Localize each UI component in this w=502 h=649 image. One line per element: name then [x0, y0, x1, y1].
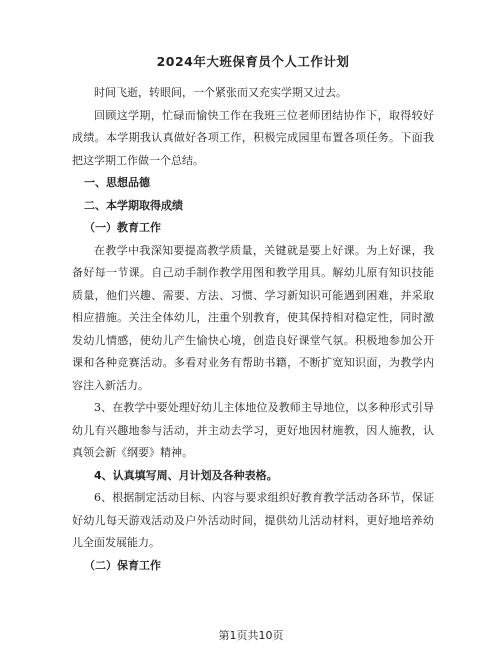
- subsection-heading-care: （二）保育工作: [84, 558, 161, 572]
- document-title: 2024年大班保育员个人工作计划: [156, 54, 350, 69]
- item-4-paragraph: 4、认真填写周、月计划及各种表格。: [94, 468, 278, 482]
- intro-paragraph: 时间飞逝，转眼间，一个紧张而又充实学期又过去。: [94, 86, 347, 99]
- item-3-paragraph: 3、在教学中要处理好幼儿主体地位及教师主导地位，以多种形式引导幼儿有兴趣地参与活动，并主动去学习，更好地因材施教，因人施教，认真领会新《纲要》精神。: [72, 401, 434, 459]
- page-number-footer: 第1页共10页: [218, 629, 284, 642]
- section-heading-achievements: 二、本学期取得成绩: [84, 198, 183, 212]
- section-heading-moral: 一、思想品德: [84, 176, 150, 189]
- document-page: [72, 52, 434, 577]
- item-6-paragraph: 6、根据制定活动目标、内容与要求组织好教育教学活动各环节，保证好幼儿每天游戏活动及户外活动时间，提供幼儿活动材料，更好地培养幼儿全面发展能力。: [72, 491, 434, 549]
- review-paragraph: 回顾这学期，忙碌而愉快工作在我班三位老师团结协作下，取得较好成绩。本学期我认真做好各项工作，积极完成园里布置各项任务。下面我把这学期工作做一个总结。: [72, 108, 434, 167]
- education-paragraph: 在教学中我深知要提高教学质量，关键就是要上好课。为上好课，我备好每一节课。自己动手制作教学用图和教学用具。解幼儿原有知识技能质量，他们兴趣、需要、方法、习惯、学习新知识可能遇到困难，并采取相应措施。关注全体幼儿，注重个别教育，使其保持相对稳定性，同时激发幼儿情感，使幼儿产生愉快心境，创造良好课堂气氛。积极地参加公开课和各种竞赛活动。多看对业务有帮助书籍，不断扩宽知识面，为教学内容注入新活力。: [72, 243, 434, 392]
- subsection-heading-education: （一）教育工作: [84, 221, 161, 234]
